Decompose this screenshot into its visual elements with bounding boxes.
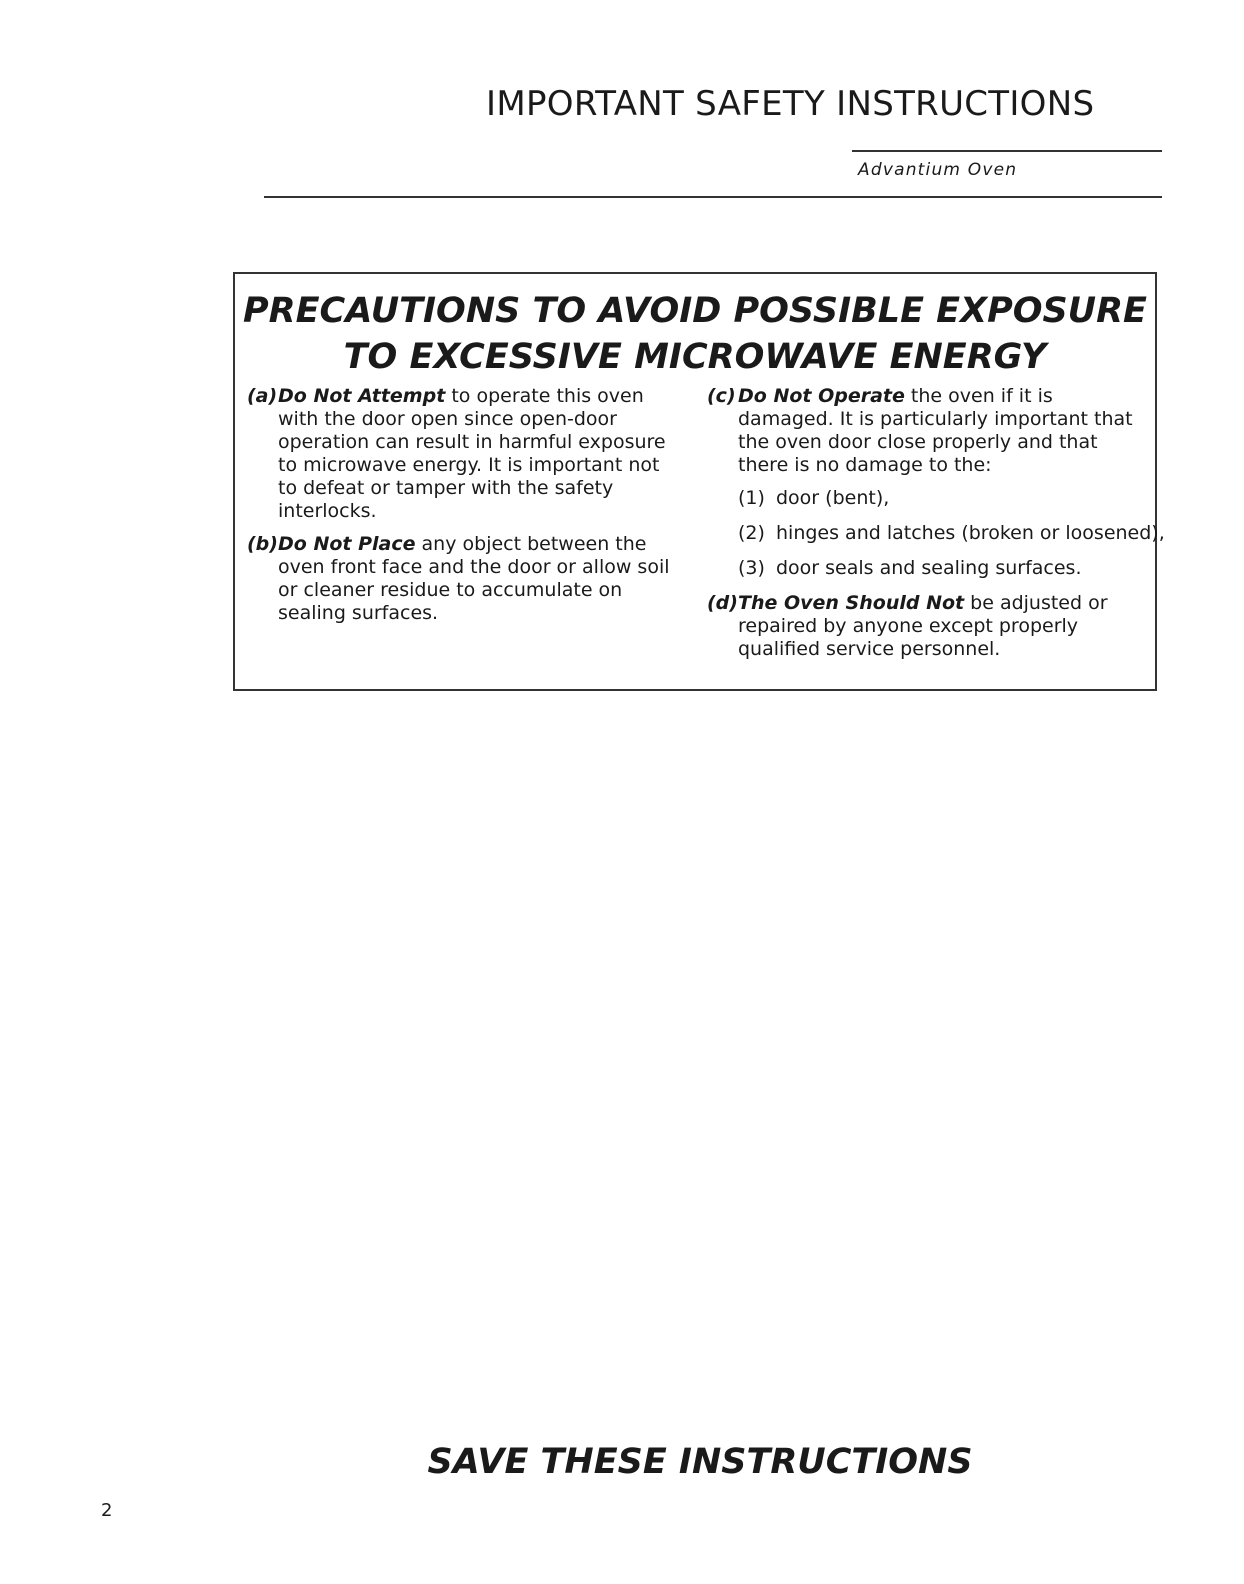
item-text: any object between the oven front face and the door or allow soil or cleaner residue to accumulate on sealing surfaces.: [278, 533, 670, 624]
damage-list-text: hinges and latches (broken or loosened),: [776, 522, 1165, 544]
item-text: the oven if it is damaged. It is particularly important that the oven door close properly and that there is no damage to the:: [738, 385, 1133, 476]
damage-list-number: (1): [738, 487, 765, 509]
item-text: to operate this oven with the door open since open-door operation can result in harmful exposure to microwave energy. It is important not to defeat or tamper with the safety interlocks.: [278, 385, 666, 522]
damage-list: [738, 487, 1165, 580]
precautions-right-column: [707, 385, 1165, 671]
damage-list-number: (3): [738, 557, 765, 579]
damage-list-text: door seals and sealing surfaces.: [776, 557, 1082, 579]
item-letter: (a): [247, 385, 278, 407]
item-lead: The Oven Should Not: [738, 592, 965, 614]
precaution-item-b: [247, 533, 679, 625]
page-title: IMPORTANT SAFETY INSTRUCTIONS: [486, 84, 1095, 124]
damage-list-item: [738, 522, 1165, 545]
precaution-item-d: [707, 592, 1147, 661]
save-instructions-title: SAVE THESE INSTRUCTIONS: [427, 1442, 973, 1482]
item-lead: Do Not Operate: [738, 385, 905, 407]
item-lead: Do Not Attempt: [278, 385, 446, 407]
item-letter: (d): [707, 592, 738, 614]
header-rule-short: [852, 150, 1162, 152]
item-text: be adjusted or repaired by anyone except properly qualified service personnel.: [738, 592, 1108, 660]
damage-list-number: (2): [738, 522, 765, 544]
page-number: 2: [101, 1500, 113, 1521]
header-rule-long: [264, 196, 1162, 198]
precaution-item-a: [247, 385, 679, 523]
precautions-box: [233, 272, 1165, 691]
precaution-item-c: [707, 385, 1165, 580]
damage-list-text: door (bent),: [776, 487, 890, 509]
item-letter: (c): [707, 385, 736, 407]
precautions-left-column: [247, 385, 679, 635]
precautions-title-line2: TO EXCESSIVE MICROWAVE ENERGY: [343, 337, 1047, 377]
item-lead: Do Not Place: [278, 533, 416, 555]
damage-list-item: [738, 557, 1147, 580]
damage-list-item: [738, 487, 1147, 510]
product-name: Advantium Oven: [858, 160, 1018, 180]
precautions-title: [235, 288, 1155, 380]
item-letter: (b): [247, 533, 278, 555]
precautions-title-line1: PRECAUTIONS TO AVOID POSSIBLE EXPOSURE: [243, 291, 1147, 331]
